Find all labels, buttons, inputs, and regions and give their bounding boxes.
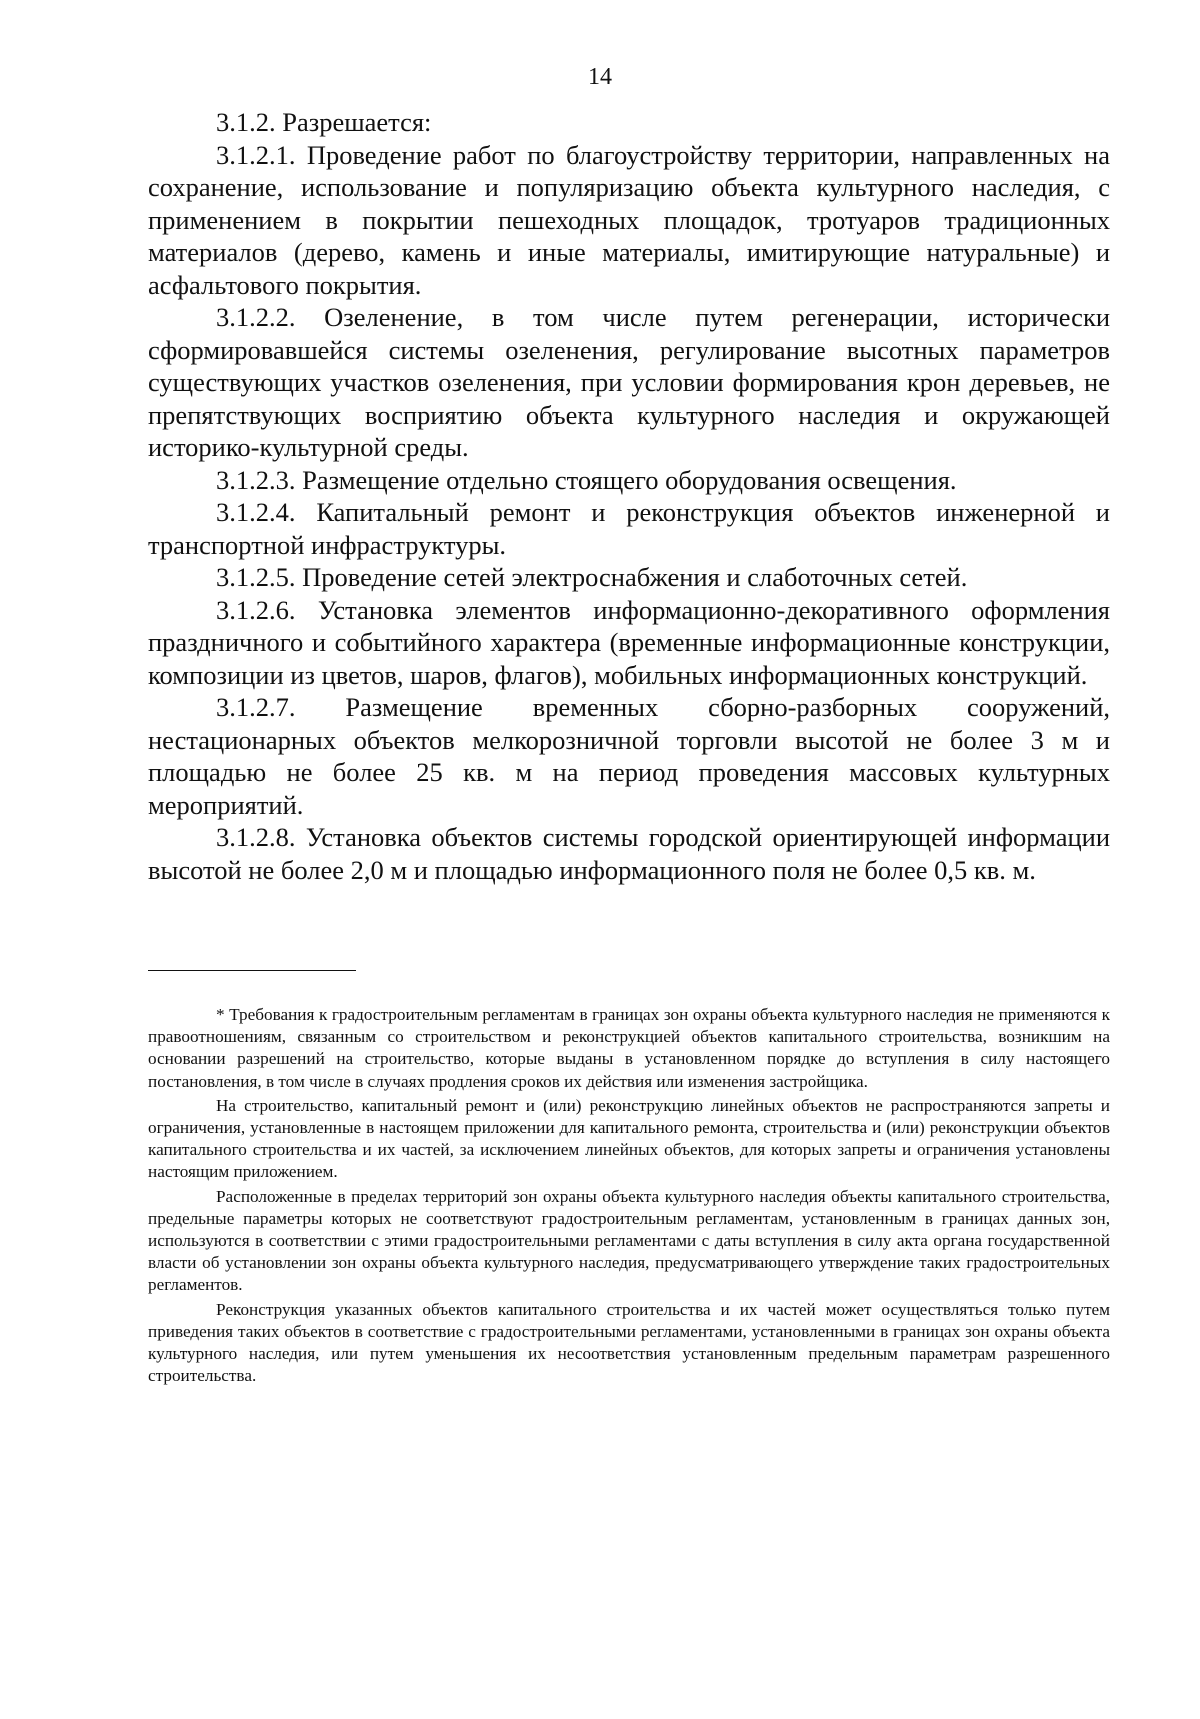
footnote-paragraph: Расположенные в пределах территорий зон охраны объекта культурного наследия объекты капитального строительства, предельные параметры которых не соответствуют градостроительным регламентам, установленным в границах данных зон, используются в соответствии с этими градостроительными регламентами с даты вступления в силу акта органа государственной власти об установлении зон охраны объекта культурного наследия, предусматривающего утверждение таких градостроительных регламентов. (148, 1186, 1110, 1295)
clause-3-1-2-8: 3.1.2.8. Установка объектов системы городской ориентирующей информации высотой не более 2,0 м и площадью информационного поля не более 0,5 кв. м. (148, 822, 1110, 885)
main-text (148, 106, 1110, 886)
clause-3-1-2-1: 3.1.2.1. Проведение работ по благоустройству территории, направленных на сохранение, использование и популяризацию объекта культурного наследия, с применением в покрытии пешеходных площадок, тротуаров традиционных материалов (дерево, камень и иные материалы, имитирующие натуральные) и асфальтового покрытия. (148, 139, 1110, 300)
footnote-paragraph: На строительство, капитальный ремонт и (или) реконструкцию линейных объектов не распространяются запреты и ограничения, установленные в настоящем приложении для капитального ремонта, строительства и (или) реконструкции объектов капитального строительства и их частей, за исключением линейных объектов, для которых запреты и ограничения установлены настоящим приложением. (148, 1095, 1110, 1182)
footnote-divider (148, 970, 356, 971)
clause-3-1-2-6: 3.1.2.6. Установка элементов информационно-декоративного оформления праздничного и событийного характера (временные информационные конструкции, композиции из цветов, шаров, флагов), мобильных информационных конструкций. (148, 594, 1110, 690)
clause-3-1-2-7: 3.1.2.7. Размещение временных сборно-разборных сооружений, нестационарных объектов мелкорозничной торговли высотой не более 3 м и площадью не более 25 кв. м на период проведения массовых культурных мероприятий. (148, 692, 1110, 820)
clause-3-1-2-5: 3.1.2.5. Проведение сетей электроснабжения и слаботочных сетей. (216, 562, 968, 592)
page-number: 14 (588, 64, 612, 90)
clause-3-1-2-2: 3.1.2.2. Озеленение, в том числе путем регенерации, исторически сформировавшейся системы озеленения, регулирование высотных параметров существующих участков озеленения, при условии формирования крон деревьев, не препятствующих восприятию объекта культурного наследия и окружающей историко-культурной среды. (148, 302, 1110, 462)
clause-3-1-2-4: 3.1.2.4. Капитальный ремонт и реконструкция объектов инженерной и транспортной инфраструктуры. (148, 497, 1110, 560)
section-heading: 3.1.2. Разрешается: (216, 107, 432, 137)
footnote-paragraph: * Требования к градостроительным регламентам в границах зон охраны объекта культурного наследия не применяются к правоотношениям, связанным со строительством и реконструкцией объектов капитального строительства, возникшим на основании разрешений на строительство, которые выданы в установленном порядке до вступления в силу настоящего постановления, в том числе в случаях продления сроков их действия или изменения застройщика. (148, 1005, 1110, 1091)
clause-3-1-2-3: 3.1.2.3. Размещение отдельно стоящего оборудования освещения. (216, 464, 957, 495)
footnotes (148, 1004, 1110, 1387)
footnote-paragraph: Реконструкция указанных объектов капитального строительства и их частей может осуществляться только путем приведения таких объектов в соответствие с градостроительными регламентами, установленными в границах зон охраны объекта культурного наследия, или путем уменьшения их несоответствия установленным предельным параметрам разрешенного строительства. (148, 1299, 1110, 1386)
